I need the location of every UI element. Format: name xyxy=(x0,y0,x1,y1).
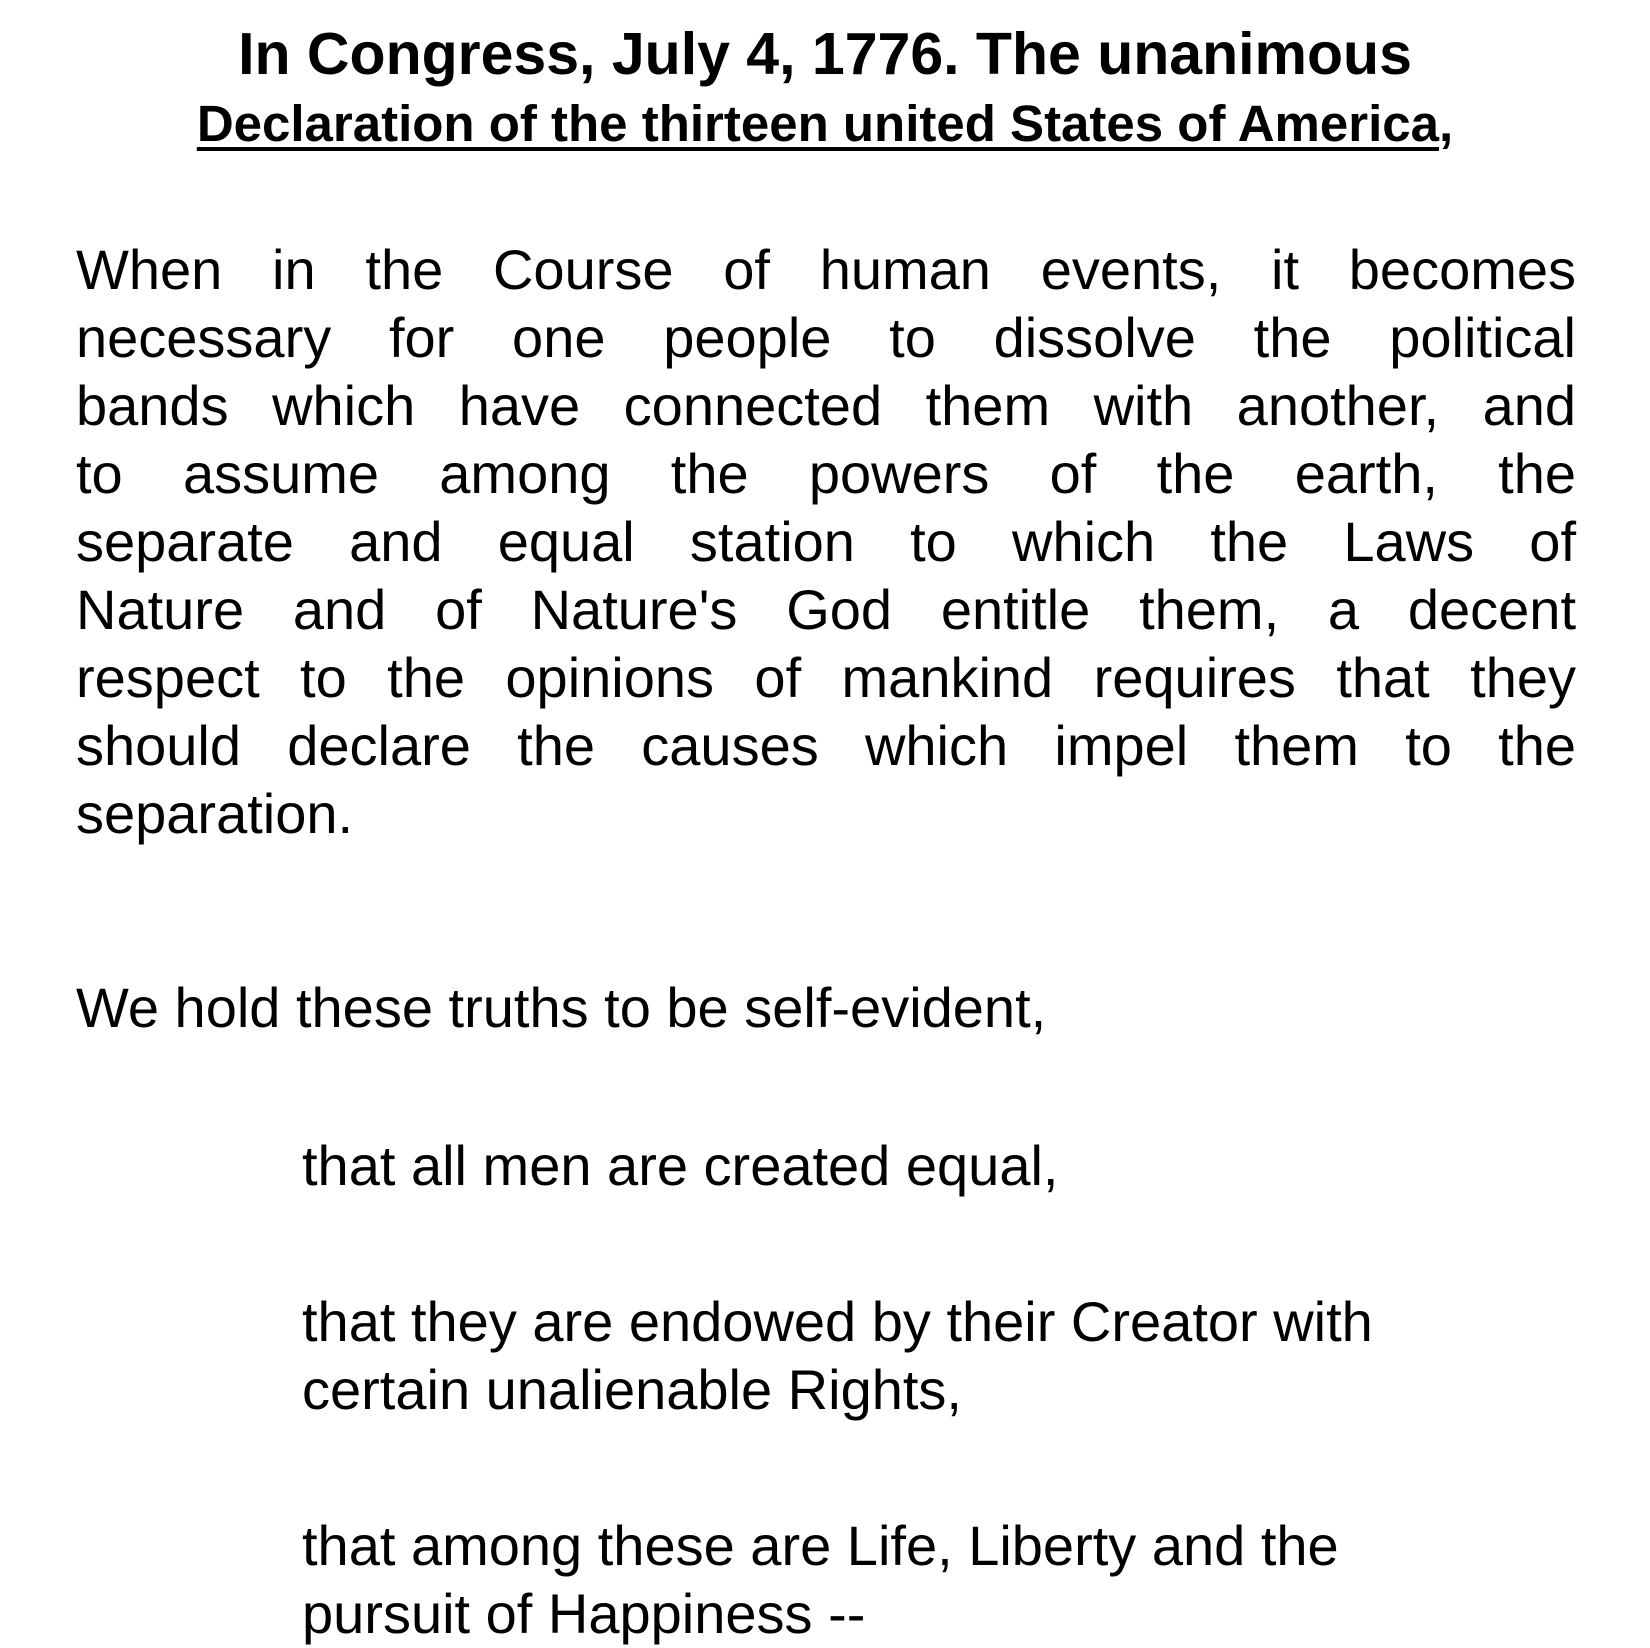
document-title-line-2 xyxy=(0,89,1650,159)
preamble-line: necessary for one people to dissolve the political xyxy=(76,306,1576,369)
truth-item-life-liberty xyxy=(302,1512,1602,1648)
document-title-line-1: In Congress, July 4, 1776. The unanimous xyxy=(238,21,1412,87)
truth-line: that they are endowed by their Creator with xyxy=(302,1290,1373,1353)
preamble-line: respect to the opinions of mankind requires that they xyxy=(76,646,1576,709)
preamble-line: to assume among the powers of the earth, the xyxy=(76,442,1576,505)
preamble-line: When in the Course of human events, it becomes xyxy=(76,238,1576,301)
document-title-comma: , xyxy=(1439,95,1454,152)
preamble-paragraph xyxy=(76,236,1576,848)
truth-line: that all men are created equal, xyxy=(302,1134,1059,1197)
truth-line: that among these are Life, Liberty and the xyxy=(302,1514,1339,1577)
preamble-line: bands which have connected them with another, and xyxy=(76,374,1576,437)
truths-intro-paragraph xyxy=(76,974,1576,1042)
preamble-line: separation. xyxy=(76,782,354,845)
preamble-line: should declare the causes which impel them to the xyxy=(76,714,1576,777)
truth-line: certain unalienable Rights, xyxy=(302,1358,962,1421)
document-title-underlined: Declaration of the thirteen united States of America xyxy=(196,95,1439,152)
truths-intro-line: We hold these truths to be self-evident, xyxy=(76,976,1047,1039)
preamble-line: separate and equal station to which the Laws of xyxy=(76,510,1576,573)
truth-item-rights xyxy=(302,1288,1602,1424)
truth-line: pursuit of Happiness -- xyxy=(302,1582,866,1645)
preamble-line: Nature and of Nature's God entitle them, a decent xyxy=(76,578,1576,641)
truth-item-equality xyxy=(302,1132,1602,1200)
